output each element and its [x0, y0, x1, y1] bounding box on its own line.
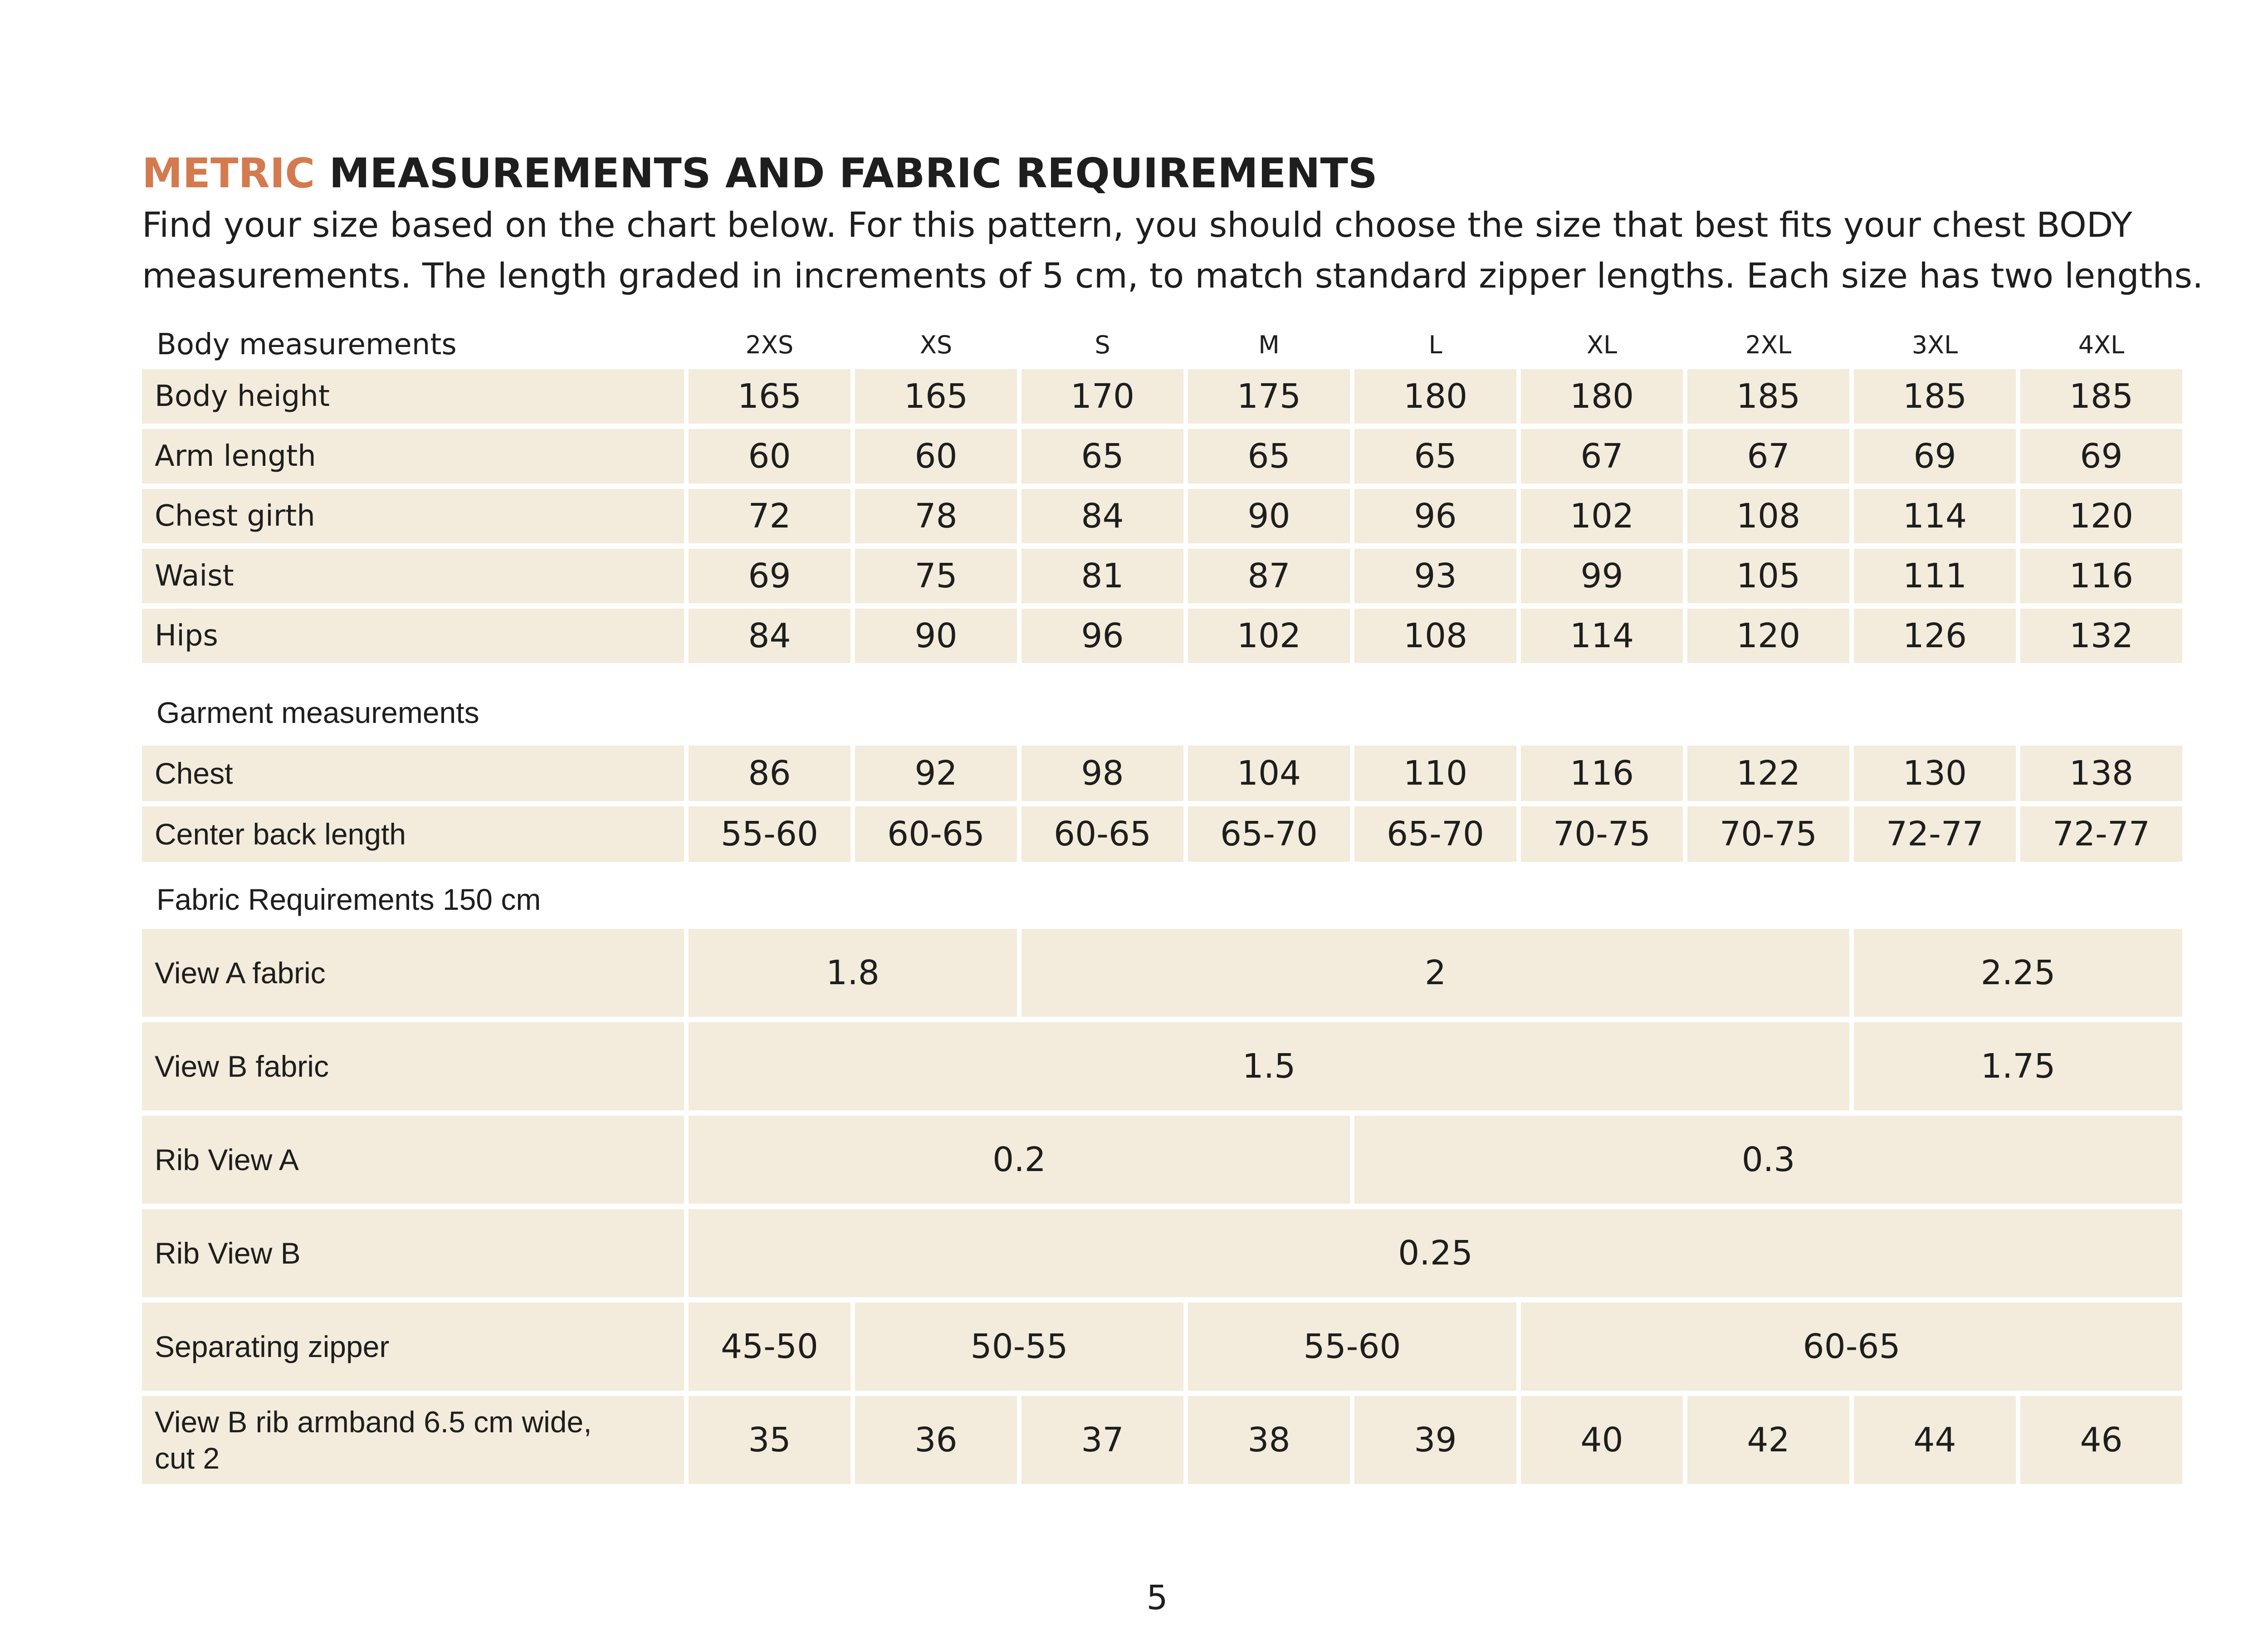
table-cell: 60-65	[1022, 806, 1183, 867]
table-cell: 65-70	[1188, 806, 1350, 867]
table-cell: 105	[1687, 549, 1849, 609]
table-cell: 114	[1854, 489, 2016, 549]
row-label: Hips	[142, 609, 684, 669]
table-row	[142, 609, 2182, 669]
table-cell: 78	[855, 489, 1017, 549]
table-cell: 138	[2020, 746, 2182, 806]
table-row	[142, 1209, 2182, 1303]
row-label: Separating zipper	[142, 1303, 684, 1396]
size-header-row	[142, 320, 2182, 369]
table-cell: 2	[1022, 929, 1849, 1022]
table-row	[142, 929, 2182, 1022]
garment-measurements-table	[137, 679, 2187, 867]
table-cell: 75	[855, 549, 1017, 609]
table-cell: 120	[2020, 489, 2182, 549]
table-cell: 65	[1354, 429, 1516, 489]
size-header: S	[1095, 330, 1110, 359]
table-cell: 0.25	[689, 1209, 2182, 1303]
table-cell: 70-75	[1687, 806, 1849, 867]
row-label: Center back length	[142, 806, 684, 867]
table-cell: 185	[2020, 369, 2182, 429]
table-cell: 50-55	[855, 1303, 1183, 1396]
table-row	[142, 1396, 2182, 1489]
table-cell: 81	[1022, 549, 1183, 609]
table-cell: 116	[1521, 746, 1683, 806]
table-cell: 98	[1022, 746, 1183, 806]
section-heading-row	[142, 679, 2182, 746]
row-label	[142, 1396, 684, 1489]
table-cell: 185	[1687, 369, 1849, 429]
table-cell: 69	[2020, 429, 2182, 489]
table-cell: 180	[1354, 369, 1516, 429]
table-cell: 37	[1022, 1396, 1183, 1489]
table-cell: 110	[1354, 746, 1516, 806]
table-cell: 72-77	[1854, 806, 2016, 867]
table-cell: 120	[1687, 609, 1849, 669]
table-cell: 42	[1687, 1396, 1849, 1489]
table-cell: 46	[2020, 1396, 2182, 1489]
table-cell: 65-70	[1354, 806, 1516, 867]
table-cell: 114	[1521, 609, 1683, 669]
table-cell: 180	[1521, 369, 1683, 429]
table-cell: 65	[1188, 429, 1350, 489]
row-label: Chest girth	[142, 489, 684, 549]
body-measurements-title: Body measurements	[156, 328, 457, 361]
table-cell: 65	[1022, 429, 1183, 489]
size-header: 4XL	[2078, 330, 2125, 359]
table-row	[142, 1303, 2182, 1396]
table-cell: 1.8	[689, 929, 1017, 1022]
table-cell: 39	[1354, 1396, 1516, 1489]
table-cell: 102	[1188, 609, 1350, 669]
table-cell: 38	[1188, 1396, 1350, 1489]
table-cell: 165	[855, 369, 1017, 429]
intro-text: Find your size based on the chart below. For this pattern, you should choose the size that best fits your chest BODY measurements. The length graded in increments of 5 cm, to match standard zipper lengths. Each size has two lengths.	[142, 205, 2204, 296]
row-label-line: View B rib armband 6.5 cm wide,	[155, 1405, 592, 1439]
table-cell: 60	[689, 429, 850, 489]
garment-measurements-title: Garment measurements	[156, 696, 479, 729]
table-row	[142, 369, 2182, 429]
table-cell: 0.3	[1354, 1116, 2182, 1209]
table-cell: 175	[1188, 369, 1350, 429]
page-heading	[142, 144, 1378, 203]
table-cell: 72	[689, 489, 850, 549]
table-cell: 70-75	[1521, 806, 1683, 867]
table-cell: 122	[1687, 746, 1849, 806]
table-cell: 69	[1854, 429, 2016, 489]
size-header: 3XL	[1911, 330, 1958, 359]
table-cell: 170	[1022, 369, 1183, 429]
size-header: 2XL	[1745, 330, 1792, 359]
table-row	[142, 429, 2182, 489]
table-row	[142, 746, 2182, 806]
size-header: M	[1258, 330, 1280, 359]
table-cell: 35	[689, 1396, 850, 1489]
table-cell: 1.75	[1854, 1022, 2182, 1116]
table-row	[142, 806, 2182, 867]
table-cell: 67	[1521, 429, 1683, 489]
table-cell: 36	[855, 1396, 1017, 1489]
table-cell: 96	[1354, 489, 1516, 549]
table-cell: 92	[855, 746, 1017, 806]
table-cell: 67	[1687, 429, 1849, 489]
table-row	[142, 1022, 2182, 1116]
table-cell: 108	[1354, 609, 1516, 669]
table-cell: 130	[1854, 746, 2016, 806]
table-cell: 93	[1354, 549, 1516, 609]
row-label: Body height	[142, 369, 684, 429]
table-cell: 72-77	[2020, 806, 2182, 867]
row-label: Rib View B	[142, 1209, 684, 1303]
table-cell: 116	[2020, 549, 2182, 609]
table-row	[142, 549, 2182, 609]
table-cell: 60	[855, 429, 1017, 489]
table-cell: 1.5	[689, 1022, 1849, 1116]
table-cell: 132	[2020, 609, 2182, 669]
size-header: 2XS	[745, 330, 794, 359]
table-cell: 55-60	[1188, 1303, 1516, 1396]
table-cell: 60-65	[1521, 1303, 2182, 1396]
table-cell: 165	[689, 369, 850, 429]
heading-rest: MEASUREMENTS AND FABRIC REQUIREMENTS	[329, 150, 1378, 197]
row-label: Rib View A	[142, 1116, 684, 1209]
table-row	[142, 1116, 2182, 1209]
size-header: XL	[1586, 330, 1618, 359]
table-cell: 102	[1521, 489, 1683, 549]
row-label: Chest	[142, 746, 684, 806]
fabric-requirements-title: Fabric Requirements 150 cm	[156, 883, 541, 916]
fabric-requirements-table	[137, 870, 2187, 1489]
row-label: View B fabric	[142, 1022, 684, 1116]
table-cell: 99	[1521, 549, 1683, 609]
section-heading-row	[142, 870, 2182, 929]
size-header: L	[1428, 330, 1442, 359]
table-cell: 104	[1188, 746, 1350, 806]
table-cell: 86	[689, 746, 850, 806]
row-label-line: cut 2	[155, 1441, 220, 1475]
row-label: Arm length	[142, 429, 684, 489]
table-cell: 60-65	[855, 806, 1017, 867]
heading-accent: METRIC	[142, 150, 315, 197]
table-cell: 126	[1854, 609, 2016, 669]
table-row	[142, 489, 2182, 549]
table-cell: 44	[1854, 1396, 2016, 1489]
row-label: Waist	[142, 549, 684, 609]
table-cell: 96	[1022, 609, 1183, 669]
table-cell: 111	[1854, 549, 2016, 609]
size-header: XS	[919, 330, 953, 359]
body-measurements-table	[137, 320, 2187, 669]
table-cell: 185	[1854, 369, 2016, 429]
page-number: 5	[1146, 1578, 1168, 1617]
table-cell: 45-50	[689, 1303, 850, 1396]
table-cell: 108	[1687, 489, 1849, 549]
table-cell: 2.25	[1854, 929, 2182, 1022]
table-cell: 69	[689, 549, 850, 609]
table-cell: 55-60	[689, 806, 850, 867]
table-cell: 87	[1188, 549, 1350, 609]
table-cell: 84	[1022, 489, 1183, 549]
row-label: View A fabric	[142, 929, 684, 1022]
table-cell: 84	[689, 609, 850, 669]
table-cell: 40	[1521, 1396, 1683, 1489]
table-cell: 0.2	[689, 1116, 1350, 1209]
table-cell: 90	[1188, 489, 1350, 549]
table-cell: 90	[855, 609, 1017, 669]
